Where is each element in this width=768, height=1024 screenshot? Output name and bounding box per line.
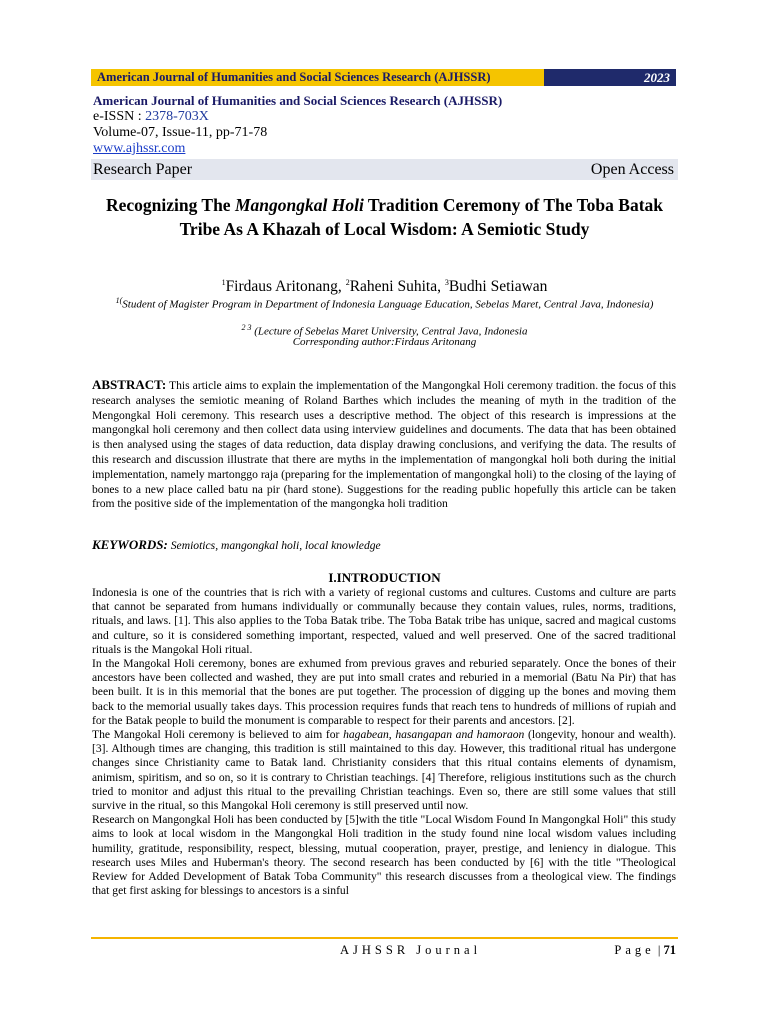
paper-type: Research Paper: [93, 161, 193, 178]
abstract: [92, 378, 676, 512]
issn-line: [93, 109, 678, 125]
author-1: Firdaus Aritonang,: [225, 278, 346, 296]
footer-journal: AJHSSR Journal: [340, 943, 482, 957]
paragraph: Research on Mangongkal Holi has been conducted by [5]with the title "Local Wisdom Found In Mangongkal Holi" this study aims to look at local wisdom in the Mangongkal Holi tradition in the study found nine local wisdom values including humility, gratitude, responsibility, respect, blessing, mutual cooperation, prayer, prestige, and leniency in dialogue. This research uses Miles and Huberman's theory. The second research has been conducted by [6] with the title "Theological Review for Added Development of Batak Toba Community" this research discusses from a theological view. The findings that get first asking for blessings to ancestors is a sinful: [92, 813, 676, 898]
author-list: $^1$Firdaus Aritonang, $^2$Raheni Suhita, $^3$Budhi Setiawan: [221, 278, 548, 296]
footer-page: Page | 71: [614, 943, 676, 957]
paper-type-bar: [91, 159, 678, 180]
paragraph: The Mangokal Holi ceremony is believed to aim for hagabean, hasangapan and hamoraon (longevity, honour and wealth). [3]. Although times are changing, this tradition is still maintained to this day. However, this traditional ritual has undergone changes since Christianity came to Batak land. Christianity considers that this ritual contains elements of dynamism, animism, spiritism, and so on, so it is contrary to Christian teachings. [4] Therefore, religious institutions such as the church tried to monitor and adjust this ritual to the prevailing Christian teachings. Even so, there are still some values that still survive in the ritual, so this Mangokal Holi ceremony is still preserved until now.: [92, 728, 676, 813]
journal-name: American Journal of Humanities and Social Sciences Research (AJHSSR): [93, 93, 503, 108]
abstract-label: ABSTRACT:: [92, 377, 167, 392]
affiliation-1: $^{1(}$Student of Magister Program in Department of Indonesia Language Education, Sebelas Maret, Central Java, Indonesia): [115, 296, 654, 311]
issn-value: 2378-703X: [145, 109, 209, 124]
paragraph: In the Mangokal Holi ceremony, bones are exhumed from previous graves and reburied separately. Once the bones of their ancestors have been collected and washed, they are put into small crates and reburied in a memorial (Batu Na Pir) that has been built. It is in this memorial that the bones are put together. The procession of digging up the bones and moving them back to the memorial usually takes days. This procession requires funds that reach tens to hundreds of millions of rupiah and for the Batak people to build the monument is comparable to respect for their parents and ancestors. [2].: [92, 657, 676, 727]
section-heading: I.INTRODUCTION: [328, 570, 441, 585]
corresponding-author: Corresponding author:Firdaus Aritonang: [292, 336, 477, 348]
introduction-body: [92, 586, 676, 898]
abstract-text: This article aims to explain the implementation of the Mangongkal Holi ceremony tradition. the focus of this research analyses the semiotic meaning of Roland Barthes which includes the meaning of myth in the tradition of the Mengongkal Holi ceremony. This research uses a descriptive method. The object of this research is impressions at the mangongkal holi ceremony and then collect data using interview guidelines and documents. The data that has been obtained is then analysed using the stages of data reduction, data display drawing conclusions, and verifying the data. The results of this research and discussion illustrate that there are myths in the implementation of mangongkal holi both during the initial implementation, namely martonggo raja (preparing for the implementation of mangongkal holi) to the closing of the laying of bones to a new place called batu na pir (hard stone). Suggestions for the reading public hopefully this article can be taken from the positive side of the implementation of the mangongka holi tradition: [92, 379, 676, 511]
keywords-label: KEYWORDS:: [92, 537, 168, 552]
access-type: Open Access: [590, 161, 674, 178]
affiliation-2: $^{2 3}$ (Lecture of Sebelas Maret University, Central Java, Indonesia: [241, 323, 528, 338]
journal-year: 2023: [544, 69, 676, 86]
volume-line: Volume-07, Issue-11, pp-71-78: [93, 125, 268, 140]
page-number: 71: [663, 943, 676, 957]
keywords: [92, 537, 676, 553]
paper-title: Recognizing The Mangongkal Holi Tradition Ceremony of The Toba Batak Tribe As A Khazah of Local Wisdom: A Semiotic Study: [105, 195, 664, 239]
journal-header-bar: [91, 69, 676, 86]
footer-divider: [91, 937, 678, 939]
journal-meta: [93, 92, 678, 157]
journal-banner: American Journal of Humanities and Social Sciences Research (AJHSSR): [91, 69, 544, 86]
website-link[interactable]: www.ajhssr.com: [93, 141, 186, 156]
author-3: Budhi Setiawan: [448, 278, 548, 296]
title-italic: Mangongkal Holi: [234, 195, 364, 215]
keywords-text: Semiotics, mangongkal holi, local knowledge: [167, 539, 381, 552]
paragraph: Indonesia is one of the countries that is rich with a variety of regional customs and cultures. Customs and culture are parts that cannot be separated from humans individually or communally because they contain values, rules, norms, traditions, rituals, and laws. [1]. This also applies to the Toba Batak tribe. The Toba Batak tribe has unique, sacred and magical customs and culture, so it is considered something important, respected, valued and well preserved. One of the sacred traditional rituals is the Mangokal Holi ritual.: [92, 586, 676, 656]
issn-label: e-ISSN :: [93, 109, 146, 124]
author-2: Raheni Suhita,: [349, 278, 445, 296]
